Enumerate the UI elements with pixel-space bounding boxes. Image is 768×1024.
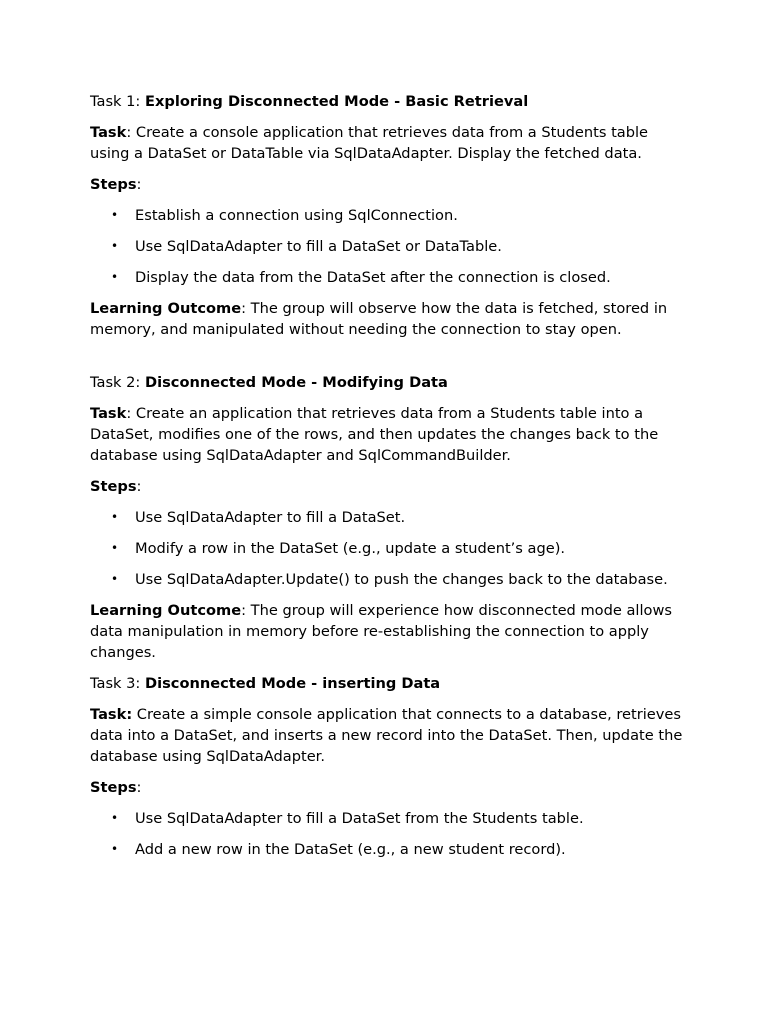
task-3-steps-list [90,808,690,860]
list-item [90,808,690,829]
task-3-heading-prefix: Task 3: [90,675,145,692]
section-spacer [90,350,690,372]
list-item [90,538,690,559]
task-3-description [90,704,690,767]
task-3-heading-title: Disconnected Mode - inserting Data [144,675,441,692]
list-item [90,236,690,257]
task-2-heading-prefix: Task 2: [90,374,145,391]
task-2-steps-label: Steps [90,478,137,495]
step-text: Establish a connection using SqlConnection. [135,207,458,224]
list-item [90,205,690,226]
step-text: Use SqlDataAdapter to fill a DataSet or DataTable. [135,238,502,255]
task-2-outcome-text: : The group will experience how disconnected mode allows data manipulation in memory before re-establishing the connection to apply changes. [90,602,673,661]
bullet-icon: • [111,842,119,856]
bullet-icon: • [111,239,119,253]
list-item [90,267,690,288]
task-3-heading [90,673,690,694]
step-text: Use SqlDataAdapter to fill a DataSet. [135,509,406,526]
task-2-outcome [90,600,690,663]
task-2-steps-heading [90,476,690,497]
task-1-outcome-text: : The group will observe how the data is fetched, stored in memory, and manipulated without needing the connection to stay open. [90,300,668,338]
task-2-heading-title: Disconnected Mode - Modifying Data [144,374,448,391]
task-1-outcome-label: Learning Outcome [90,300,242,317]
task-1-heading [90,91,690,112]
step-text: Use SqlDataAdapter to fill a DataSet from the Students table. [135,810,584,827]
task-2-outcome-label: Learning Outcome [90,602,242,619]
bullet-icon: • [111,270,119,284]
task-1-steps-list [90,205,690,288]
list-item [90,839,690,860]
task-2-steps-list [90,507,690,590]
task-1-task-label: Task [90,124,127,141]
task-2-steps-sep: : [136,478,142,495]
bullet-icon: • [111,510,119,524]
step-text: Display the data from the DataSet after the connection is closed. [135,269,611,286]
bullet-icon: • [111,572,119,586]
task-1-section [90,91,690,340]
task-1-description [90,122,690,164]
task-3-section [90,673,690,860]
task-2-heading [90,372,690,393]
task-3-task-text: Create a simple console application that connects to a database, retrieves data into a DataSet, and inserts a new record into the DataSet. Then, update the database using SqlDataAdapter. [90,706,683,765]
task-1-steps-sep: : [136,176,142,193]
task-1-heading-prefix: Task 1: [90,93,145,110]
task-3-steps-label: Steps [90,779,137,796]
list-item [90,507,690,528]
bullet-icon: • [111,208,119,222]
bullet-icon: • [111,541,119,555]
task-3-steps-sep: : [136,779,142,796]
bullet-icon: • [111,811,119,825]
task-2-description [90,403,690,466]
task-2-task-sep: : [126,405,132,422]
task-3-steps-heading [90,777,690,798]
task-1-task-sep: : [126,124,132,141]
list-item [90,569,690,590]
task-3-task-label: Task: [90,706,133,723]
task-1-heading-title: Exploring Disconnected Mode - Basic Retrieval [144,93,529,110]
task-1-steps-heading [90,174,690,195]
document-page [90,91,690,870]
task-2-task-text: Create an application that retrieves data from a Students table into a DataSet, modifies one of the rows, and then updates the changes back to the database using SqlDataAdapter and SqlCommandBuilder. [90,405,659,464]
task-1-task-text: Create a console application that retrieves data from a Students table using a DataSet or DataTable via SqlDataAdapter. Display the fetched data. [90,124,649,162]
step-text: Modify a row in the DataSet (e.g., update a student’s age). [135,540,566,557]
task-1-outcome [90,298,690,340]
step-text: Use SqlDataAdapter.Update() to push the changes back to the database. [135,571,668,588]
task-2-task-label: Task [90,405,127,422]
step-text: Add a new row in the DataSet (e.g., a new student record). [135,841,566,858]
task-2-section [90,372,690,663]
task-1-steps-label: Steps [90,176,137,193]
